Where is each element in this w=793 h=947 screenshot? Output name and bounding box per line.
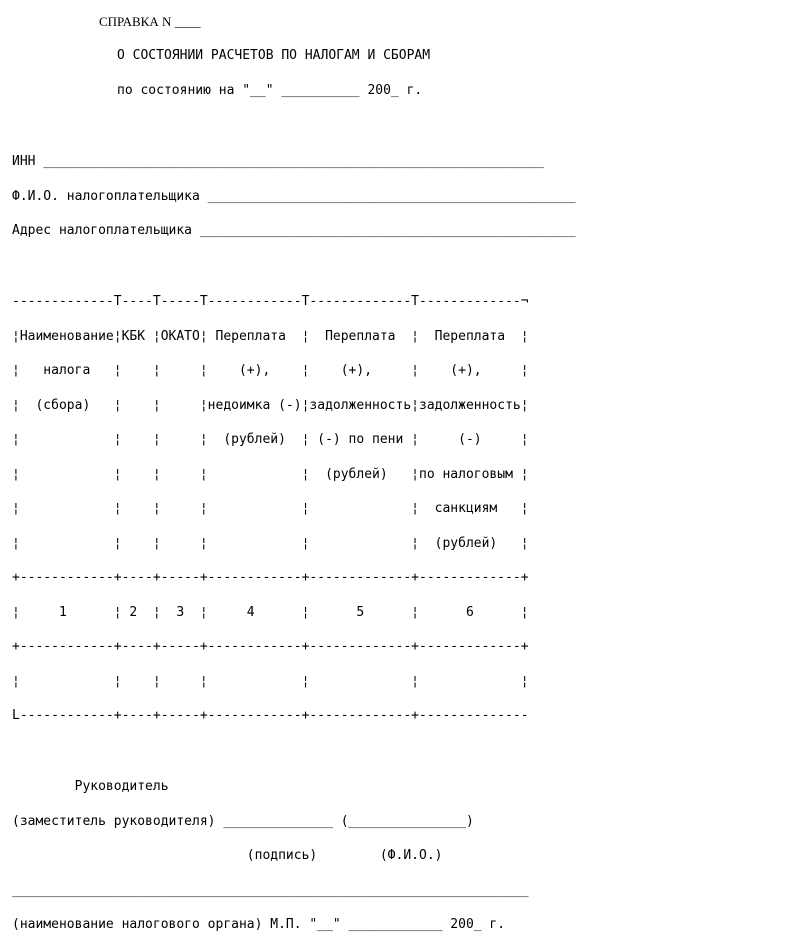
table-divider: +------------+----+-----+------------+-------------+-------------+ — [12, 639, 529, 654]
taxpayer-address-field: Адрес налогоплательщика ________________________________________________ — [12, 223, 576, 238]
table-header-row: ¦ ¦ ¦ ¦ (рублей) ¦ (-) по пени ¦ (-) ¦ — [12, 432, 529, 447]
signature-captions: (подпись) (Ф.И.О.) — [12, 848, 443, 863]
tax-authority-rule: __________________________________________________________________ — [12, 883, 529, 898]
table-border-bottom: L------------+----+-----+------------+-------------+-------------- — [12, 708, 529, 723]
document-subtitle: О СОСТОЯНИИ РАСЧЕТОВ ПО НАЛОГАМ И СБОРАМ — [117, 48, 431, 63]
tax-authority-line: (наименование налогового органа) М.П. "__" ____________ 200_ г. — [12, 917, 506, 932]
table-column-numbers-row: ¦ 1 ¦ 2 ¦ 3 ¦ 4 ¦ 5 ¦ 6 ¦ — [12, 605, 529, 620]
certificate-title: СПРАВКА N ____ — [99, 14, 201, 29]
taxpayer-name-field: Ф.И.О. налогоплательщика _______________________________________________ — [12, 189, 576, 204]
table-header-row: ¦ ¦ ¦ ¦ ¦ (рублей) ¦по налоговым ¦ — [12, 467, 529, 482]
signatory-deputy-line: (заместитель руководителя) ______________ (_______________) — [12, 814, 474, 829]
table-divider: +------------+----+-----+------------+-------------+-------------+ — [12, 570, 529, 585]
table-row: ¦ ¦ ¦ ¦ ¦ ¦ ¦ — [12, 674, 529, 689]
signatory-head: Руководитель — [12, 779, 169, 794]
date-line: по состоянию на "__" __________ 200_ г. — [117, 83, 423, 98]
table-header-row: ¦ (сбора) ¦ ¦ ¦недоимка (-)¦задолженность¦задолженность¦ — [12, 398, 529, 413]
table-header-row: ¦Наименование¦КБК ¦ОКАТО¦ Переплата ¦ Переплата ¦ Переплата ¦ — [12, 329, 529, 344]
table-header-row: ¦ ¦ ¦ ¦ ¦ ¦ санкциям ¦ — [12, 501, 529, 516]
inn-field: ИНН ________________________________________________________________ — [12, 154, 545, 169]
table-border-top: -------------T----T-----T------------T-------------T-------------¬ — [12, 294, 529, 309]
table-header-row: ¦ ¦ ¦ ¦ ¦ ¦ (рублей) ¦ — [12, 536, 529, 551]
table-header-row: ¦ налога ¦ ¦ ¦ (+), ¦ (+), ¦ (+), ¦ — [12, 363, 529, 378]
